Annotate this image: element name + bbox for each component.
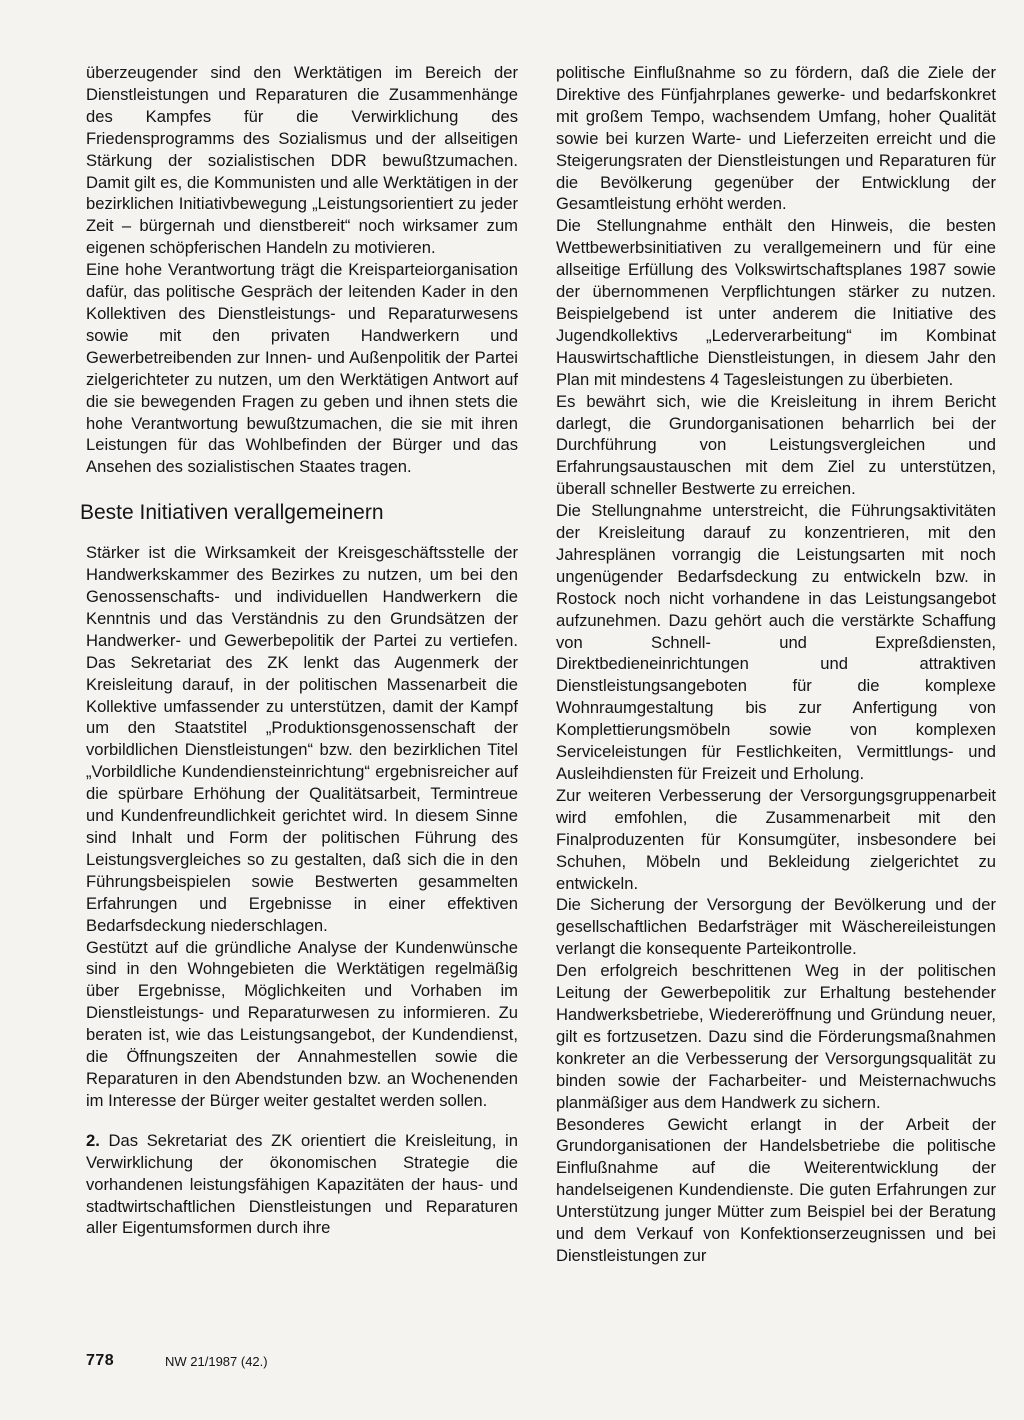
paragraph: politische Einflußnahme so zu fördern, daß die Ziele der Direktive des Fünfjahrplanes gewerke- und bedarfskonkret mit großem Tempo, wachsendem Umfang, hoher Qualität sowie bei kurzen Warte- und Lieferzeiten erreicht und die Steigerungsraten der Dienstleistungen und Reparaturen für die Bevölkerung gegenüber der Entwicklung der Gesamtleistung erhöht werden. [556,63,996,214]
paragraph: Die Stellungnahme unterstreicht, die Führungsaktivitäten der Kreisleitung darauf zu konzentrieren, mit den Jahresplänen vorrangig die Leistungsarten mit noch ungenügender Bedarfsdeckung zu entwickeln bzw. in Rostock noch nicht vorhandene in das Leistungsangebot aufzunehmen. Dazu gehört auch die verstärkte Schaffung von Schnell- und Expreßdiensten, Direktbedieneinrichtungen und attraktiven Dienstleistungsangeboten für die komplexe Wohnraumgestaltung bis zur Anfertigung von Komplettierungsmöbeln sowie von komplexen Serviceleistungen für Festlichkeiten, Vermittlungs- und Ausleihdiensten für Freizeit und Erholung. [556,501,996,783]
page-number: 778 [86,1352,115,1369]
right-column [556,62,996,1267]
paragraph: Zur weiteren Verbesserung der Versorgungsgruppenarbeit wird emfohlen, die Zusammenarbeit mit den Finalproduzenten für Konsumgüter, insbesondere bei Schuhen, Möbeln und Bekleidung zielgerichtet zu entwickeln. [556,785,996,893]
paragraph: Besonderes Gewicht erlangt in der Arbeit der Grundorganisationen der Handelsbetriebe die politische Einflußnahme auf die Weiterentwicklung der handelseigenen Kundendienste. Die guten Erfahrungen zur Unterstützung junger Mütter zum Beispiel bei der Beratung und dem Verkauf von Konfektionserzeugnissen und bei Dienstleistungen zur [556,1114,996,1265]
numbered-paragraph [86,1130,518,1240]
paragraph-number: 2. [86,1130,100,1150]
paragraph: Stärker ist die Wirksamkeit der Kreisgeschäftsstelle der Handwerkskammer des Bezirkes zu nutzen, um bei den Genossenschafts- und individuellen Handwerkern die Kenntnis und das Verständnis zu den Grundsätzen der Handwerker- und Gewerbepolitik der Partei zu vertiefen. Das Sekretariat des ZK lenkt das Augenmerk der Kreisleitung darauf, in der politischen Massenarbeit die Kollektive umfassender zu unterstützen, damit der Kampf um den Staatstitel „Produktionsgenossenschaft der vorbildlichen Dienstleistungen“ bzw. den bezirklichen Titel „Vorbildliche Kundendiensteinrichtung“ ergebnisreicher auf die spürbare Erhöhung der Qualitätsarbeit, Termintreue und Kundenfreundlichkeit gerichtet wird. In diesem Sinne sind Inhalt und Form der politischen Führung des Leistungsvergleiches so zu gestalten, daß sich die in den Führungsbeispielen sowie Bestwerten gesammelten Erfahrungen und Ergebnisse in einer effektiven Bedarfsdeckung niederschlagen. [86,543,518,935]
paragraph: Es bewährt sich, wie die Kreisleitung in ihrem Bericht darlegt, die Grundorganisationen beharrlich bei der Durchführung von Leistungsvergleichen und Erfahrungsaustauschen mit dem Ziel zu unterstützen, überall schneller Bestwerte zu erreichen. [556,391,996,499]
paragraph: überzeugender sind den Werktätigen im Bereich der Dienstleistungen und Reparaturen die Zusammenhänge des Kampfes für die Verwirklichung des Friedensprogramms des Sozialismus und der allseitigen Stärkung der sozialistischen DDR bewußtzumachen. Damit gilt es, die Kommunisten und alle Werktätigen in der bezirklichen Initiativbewegung „Leistungsorientiert zu jeder Zeit – bürgernah und dienstbereit“ noch wirksamer zum eigenen schöpferischen Handeln zu motivieren. [86,63,518,258]
section-heading: Beste Initiativen verallgemeinern [80,501,384,525]
paragraph: Den erfolgreich beschrittenen Weg in der politischen Leitung der Gewerbepolitik zur Erhaltung bestehender Handwerksbetriebe, Wiedereröffnung und Gründung neuer, gilt es fortzusetzen. Dazu sind die Förderungsmaßnahmen konkreter an die Verbesserung der Versorgungsqualität zu binden sowie der Facharbeiter- und Meisternachwuchs planmäßiger aus dem Handwerk zu sichern. [556,961,996,1112]
page-footer [86,1352,268,1370]
paragraph: Eine hohe Verantwortung trägt die Kreisparteiorganisation dafür, das politische Gespräch der leitenden Kader in den Kollektiven des Dienstleistungs- und Reparaturwesens sowie mit den privaten Handwerkern und Gewerbetreibenden zur Innen- und Außenpolitik der Partei zielgerichteter zu nutzen, um den Werktätigen Antwort auf die sie bewegenden Fragen zu geben und ihnen stets die hohe Verantwortung bewußtzumachen, die sie mit ihren Leistungen für das Wohlbefinden der Bürger und das Ansehen des sozialistischen Staates tragen. [86,260,518,477]
paragraph: Die Sicherung der Versorgung der Bevölkerung und der gesellschaftlichen Bedarfsträger mit Wäschereileistungen verlangt die konsequente Parteikontrolle. [556,895,996,959]
paragraph-text: Das Sekretariat des ZK orientiert die Kreisleitung, in Verwirklichung der ökonomischen Strategie die vorhandenen leistungsfähigen Kapazitäten der haus- und stadtwirtschaftlichen Dienstleistungen und Reparaturen aller Eigentumsformen durch ihre [86,1130,518,1238]
issue-label: NW 21/1987 (42.) [165,1354,268,1369]
left-column [80,62,518,1239]
paragraph: Die Stellungnahme enthält den Hinweis, die besten Wettbewerbsinitiativen zu verallgemeinern und für eine allseitige Erfüllung des Volkswirtschaftsplanes 1987 sowie der übernommenen Verpflichtungen stärker zu nutzen. Beispielgebend ist unter anderem die Initiative des Jugendkollektivs „Lederverarbeitung“ im Kombinat Hauswirtschaftliche Dienstleistungen, in diesem Jahr den Plan mit mindestens 4 Tagesleistungen zu überbieten. [556,216,996,389]
paragraph: Gestützt auf die gründliche Analyse der Kundenwünsche sind in den Wohngebieten die Werktätigen regelmäßig über Ergebnisse, Möglichkeiten und Vorhaben im Dienstleistungs- und Reparaturwesen zu informieren. Zu beraten ist, wie das Leistungsangebot, der Kundendienst, die Öffnungszeiten der Annahmestellen sowie die Reparaturen in den Abendstunden bzw. an Wochenenden im Interesse der Bürger weiter gestaltet werden sollen. [86,937,518,1110]
